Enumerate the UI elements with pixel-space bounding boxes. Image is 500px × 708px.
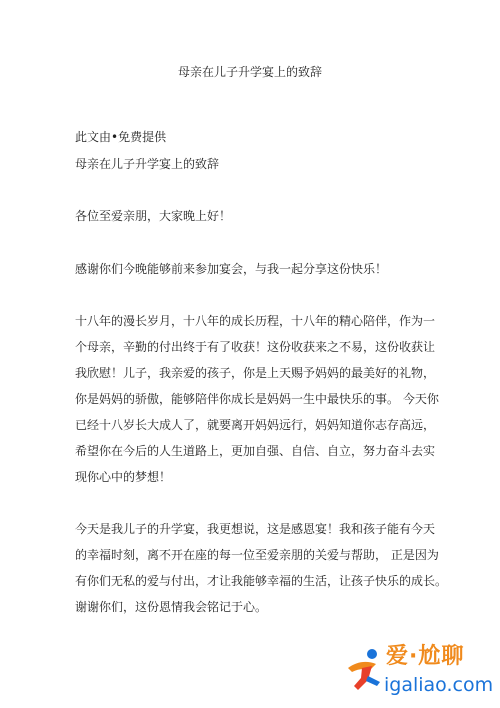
watermark-logo bbox=[342, 642, 492, 700]
paragraph-2-line: 已经十八岁长大成人了，就要离开妈妈远行，妈妈知道你志存高远， bbox=[75, 418, 436, 432]
running-figure-logo-icon bbox=[342, 646, 386, 694]
source-note: 此文由•免费提供 bbox=[75, 130, 167, 144]
paragraph-3-line: 谢谢你们，这份恩情我会铭记于心。 bbox=[75, 600, 268, 614]
watermark-brand: 爱·尬聊 bbox=[386, 644, 465, 669]
paragraph-2-line: 现你心中的梦想！ bbox=[75, 470, 172, 484]
document-subtitle: 母亲在儿子升学宴上的致辞 bbox=[75, 157, 220, 171]
paragraph-3-line: 的幸福时刻，离不开在座的每一位至爱亲朋的关爱与帮助， 正是因为 bbox=[75, 548, 439, 562]
greeting-line: 各位至爱亲朋，大家晚上好！ bbox=[75, 209, 232, 223]
paragraph-3-line: 有你们无私的爱与付出，才让我能够幸福的生活，让孩子快乐的成长。 bbox=[75, 574, 448, 588]
paragraph-2-line: 个母亲，辛勤的付出终于有了收获！这份收获来之不易，这份收获让 bbox=[75, 340, 436, 354]
document-title: 母亲在儿子升学宴上的致辞 bbox=[177, 65, 322, 79]
paragraph-1: 感谢你们今晚能够前来参加宴会，与我一起分享这份快乐！ bbox=[75, 262, 388, 276]
paragraph-2-line: 希望你在今后的人生道路上，更加自强、自信、自立，努力奋斗去实 bbox=[75, 444, 436, 458]
paragraph-2-line: 我欣慰！儿子，我亲爱的孩子，你是上天赐予妈妈的最美好的礼物， bbox=[75, 366, 436, 380]
paragraph-2-line: 十八年的漫长岁月，十八年的成长历程，十八年的精心陪伴，作为一 bbox=[75, 314, 436, 328]
paragraph-3-line: 今天是我儿子的升学宴，我更想说，这是感恩宴！我和孩子能有今天 bbox=[75, 522, 436, 536]
paragraph-2-line: 你是妈妈的骄傲，能够陪伴你成长是妈妈一生中最快乐的事。 今天你 bbox=[75, 392, 439, 406]
watermark-url: igaliao.com bbox=[384, 674, 494, 696]
